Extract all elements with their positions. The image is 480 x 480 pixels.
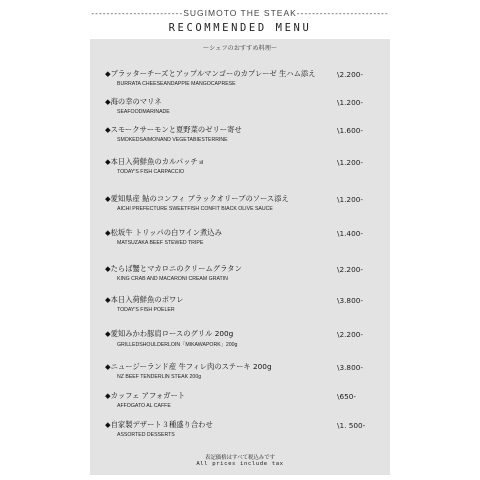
item-name-en: KING CRAB AND MACARONI CREAM GRATIN [117,276,228,282]
item-price: \1.600- [337,126,363,135]
item-name-jp: ◆愛知県産 鮎のコンフィ ブラックオリーブのソース添え [105,194,289,203]
item-price: \1.200- [337,195,363,204]
item-price: \1.200- [337,98,363,107]
item-name-en: NZ BEEF TENDERLIN STEAK 200g [117,374,202,380]
item-price: \3.800- [337,363,363,372]
item-name-jp: ◆本日入荷鮮魚のポワレ [105,295,184,304]
menu-title: RECOMMENDED MENU [168,22,312,34]
item-name-jp: ◆愛知みかわ豚肩ロースのグリル 200g [105,329,234,338]
item-name-jp: ◆カッフェ アフォガート [105,391,186,400]
item-name-jp: ◆ニュージーランド産 牛フィレ肉のステーキ 200g [105,362,272,371]
item-name-jp: ◆松坂牛 トリッパの白ワイン煮込み [105,228,222,237]
item-price: \1. 500- [337,421,366,430]
item-name-en: ASSORTED DESSERTS [117,432,175,438]
item-name-en: TODAY'S FISH POELER [117,307,175,313]
item-name-en: GRILLEDSHOULDERLOIN「MIKAWAPORK」200g [117,342,238,348]
restaurant-name: ------------------------SUGIMOTO THE STEAK------------------------ [91,8,389,18]
item-price: \2.200- [337,330,363,339]
item-price: \650- [337,392,357,401]
item-name-jp: ◆本日入荷鮮魚のカルパッチョ [105,157,205,166]
item-name-jp: ◆たらば蟹とマカロニのクリームグラタン [105,264,242,273]
item-name-en: AFFOGATO AL CAFFE [117,403,171,409]
item-name-en: SEAFOODMARINADE [117,109,170,115]
item-price: \3.800- [337,296,363,305]
item-name-jp: ◆海の幸のマリネ [105,97,162,106]
tax-note-en: All prices include tax [196,461,284,467]
item-name-en: BURRATA CHEESEANDAPPIE MANGOCAPRESE [117,81,236,87]
tax-note-jp: 表記価格はすべて税込みです [205,455,275,461]
menu-subtitle: 〜シェフのおすすめ料理〜 [202,45,278,52]
item-name-en: MATSUZAKA BEEF STEWED TRIPE [117,240,204,246]
menu-panel [90,39,390,475]
item-price: \1.400- [337,229,363,238]
item-name-jp: ◆スモークサーモンと夏野菜のゼリー寄せ [105,125,242,134]
item-price: \1.200- [337,158,363,167]
item-name-jp: ◆ブラッターチーズとアップルマンゴーのカプレーゼ 生ハム添え [105,69,316,78]
item-name-jp: ◆自家製デザート３種盛り合わせ [105,420,213,429]
item-name-en: AICHI PREFECTURE SWEETFISH CONFIT BIACK OLIVE SAUCE [117,206,273,212]
item-name-en: SMOKEDSAIMONAND VEGETABIESTERRINE [117,137,228,143]
item-price: \2.200- [337,265,363,274]
item-price: \2.200- [337,70,363,79]
item-name-en: TODAY'S FISH CARPACCIO [117,169,184,175]
